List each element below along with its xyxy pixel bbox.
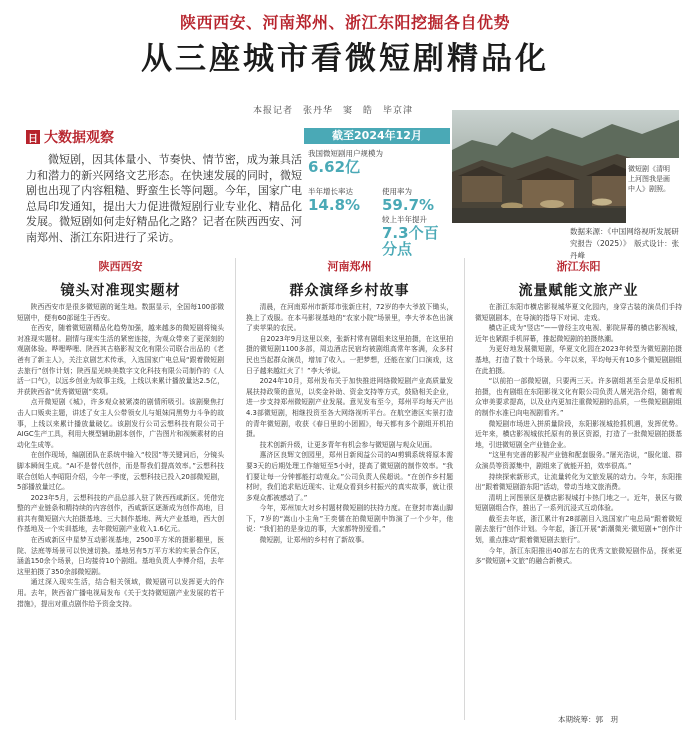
stat-users-value: 6.62亿 bbox=[308, 158, 361, 176]
paragraph: 惠济区良辉文创园里，郑州日新阅益公司的AI剪辑系统将原本需要3天的后期处理工作缩短至5小时，提高了微短剧的制作效率。“我们要让每一分钟都能打动观众。”公司负责人侯超说。“在创作乡村题材时，我们追求贴近现实、让观众看到乡村振兴的真实故事，就让很多观众都被感动了。” bbox=[246, 451, 453, 502]
stat-increase-value: 7.3个百分点 bbox=[382, 224, 439, 258]
stat-users-label: 我国微短剧用户规模为 bbox=[308, 149, 383, 158]
column-dongyang bbox=[475, 258, 682, 566]
paragraph: 在创作现场，编剧团队在系统中输入“校园”等关键词后，分镜头脚本瞬间生成。“AI不是替代创作，而是帮我们提高效率。”云想科技联合创始人李昭阳介绍，今年一季度，云想科技已投入20部微短剧，5部播放量过亿。 bbox=[17, 451, 224, 492]
main-headline: 从三座城市看微短剧精品化 bbox=[141, 41, 549, 77]
kicker-headline: 陕西西安、河南郑州、浙江东阳挖掘各自优势 bbox=[179, 13, 510, 32]
lead-paragraph: 微短剧，因其体量小、节奏快、情节密，成为兼具活力和潜力的新兴网络文艺形态。在快速发展的同时，微短剧也出现了内容粗糙、野蛮生长等问题。今年，国家广电总局印发通知，提出大力促进微短剧行业专业化、精品化发展。微短剧如何走好精品化之路？记者在陕西西安、河南郑州、浙江东阳进行了采访。 bbox=[26, 153, 302, 244]
section-label: 大数据观察 bbox=[44, 130, 114, 146]
column-region: 河南郑州 bbox=[327, 260, 372, 273]
section-badge bbox=[26, 127, 114, 147]
stat-usage-label: 使用率为 bbox=[382, 187, 412, 196]
stat-growth-label: 半年增长率达 bbox=[308, 187, 353, 196]
paragraph: 在西咸新区中星梦互动影视基地，2500平方米的摄影棚里，医院、法庭等场景可以快速切换。基地另有5万平方米的实景合作区，涵盖150余个场景，日均接待10个剧组。基地负责人李博介绍，去年这里拍摄了350余部微短剧。 bbox=[17, 536, 224, 576]
paragraph: 清明上河图景区是横店影视城打卡热门地之一。近年，景区与微短剧剧组合作，推出了一系列沉浸式互动体验。 bbox=[475, 493, 682, 513]
column-subheadline: 群众演绎乡村故事 bbox=[289, 283, 410, 299]
paragraph: 2024年10月，郑州发布关于加快推进网络微短剧产业高质量发展扶持政策的意见，以奖金补助、资金支持等方式，鼓励相关企业，进一步支持郑州微短剧产业发展。意见发布至今，郑州平均每天产出4.3部微短剧，相继投资至各大网络视听平台。在航空港区实景打造的青年微短剧，收获《春日里的小团圆》，每天都有多个剧组开机拍摄。 bbox=[246, 377, 453, 439]
column-region: 陕西西安 bbox=[98, 260, 143, 273]
paragraph: 在浙江东阳市横店影视城华夏文化园内，身穿古装的演员们手持微短剧剧本，在导演的指导下对词、走戏。 bbox=[475, 303, 682, 322]
byline: 本报记者 张丹华 窦 皓 毕京津 bbox=[253, 106, 414, 116]
paragraph: 截至去年底，浙江累计有28部剧目入选国家广电总局“跟着微短剧去旅行”创作计划。今年起，浙江开展“新潮微光·微短剧+”创作计划，重点推动“跟着微短剧去旅行”。 bbox=[475, 514, 682, 545]
paragraph: 清晨，在河南郑州市新郑市张新庄村，72岁的李大爷放下锄头，换上了戏服。在本马影视基地的“农家小院”场景里，李大爷本色出演了卖苹果的农民。 bbox=[246, 303, 453, 333]
paragraph: 今年，浙江东阳推出40部左右的优秀文旅微短剧作品，探索更多“微短剧+文旅”的融合新模式。 bbox=[475, 546, 682, 566]
paragraph: 横店正成为“竖店”——曾经主攻电视、影院屏幕的横店影视城，近年也紧跟手机屏幕，推起微短剧的拍摄热潮。 bbox=[475, 324, 682, 343]
paragraph: “这里有完善的影视产业链和配套服务。”屠光浩说，“服化道、群众演员等资源集中，剧组来了就能开拍，效率很高。” bbox=[475, 451, 682, 470]
data-observe-icon: 日 bbox=[26, 130, 40, 144]
stat-increase-label: 较上半年提升 bbox=[382, 215, 427, 224]
paragraph: 微短剧，让郑州的乡村有了新故事。 bbox=[259, 536, 369, 545]
column-body bbox=[17, 302, 224, 609]
column-zhengzhou bbox=[246, 258, 453, 545]
column-subheadline: 镜头对准现实题材 bbox=[60, 283, 181, 299]
paragraph: 通过深入现实生活，结合相关领域，微短剧可以发挥更大的作用。去年，陕西省广播电视局发布《关于支持微短剧产业发展的若干措施》，提出对重点剧作给予资金支持。 bbox=[17, 578, 224, 608]
paragraph: 技术创新升级，让更多青年有机会参与微短剧与观众见面。 bbox=[259, 440, 437, 449]
source-note: 数据来源：《中国网络视听发展研究报告（2025）》 版式设计：张丹峰 bbox=[570, 227, 680, 260]
column-divider bbox=[464, 258, 465, 720]
stat-usage-value: 59.7% bbox=[382, 196, 435, 214]
paragraph: 微短剧市场进入拼质量阶段，东阳影视城抢抓机遇，发挥优势。近年来，横店影视城依托原有的景区资源，打造了一批微短剧拍摄基地，引进微短剧全产业链企业。 bbox=[475, 419, 682, 449]
photo-caption: 微短剧《清明上河图我是画中人》剧照。 bbox=[628, 165, 670, 193]
paragraph: 为更好地发展微短剧，华夏文化园在2023年转型为微短剧拍摄基地，打造了数十个场景。今年以来，平均每天有10多个微短剧剧组在此拍摄。 bbox=[475, 345, 682, 375]
paragraph: 今年，郑州加大对乡村题材微短剧的扶持力度。在登封市嵩山脚下，7岁的“嵩山小主角”王奕儒在拍微短剧中饰演了一个少年，他说：“我们拍的是身边的事，大家都特别爱看。” bbox=[246, 504, 453, 534]
paragraph: 陕西西安市是很多微短剧的诞生地。数据显示，全国每100部微短剧中，便有60部诞生于西安。 bbox=[17, 303, 224, 322]
paragraph: 2023年5月，云想科技的产品总部入驻了陕西西咸新区。凭借完整的产业链条和精持续的内容创作，西咸新区逐渐成为创作高地，目前共有微短剧六大拍摄基地、三大制作基地、两大产业基地，西大创作基地及一个实训基地，去年微短剧产业收入1.6亿元。 bbox=[17, 493, 224, 534]
paragraph: 自2023年9月这里以来，张新村常有剧组来这里拍摄，在这里拍摄的微短剧1100多部，周边酒店民宿均被剧组高常年客满，众多村民也当起群众演员，增加了收入。一把梦想，还能在家门口演戏，这日子越来越红火了！”李大爷说。 bbox=[246, 334, 453, 375]
column-xian bbox=[17, 258, 224, 608]
paragraph: 在西安，随着微短剧精品化趋势加强，越来越多的微短剧将镜头对准现实题材。剧情与现实生活的紧密连接，为观众带来了更深刻的观剧体验。哗哩哗哩、陕西其古格影视文化有限公司联合出品的《老爸有了新主人》，关注京剧艺术传承，入选国家广电总局“跟着微短剧去旅行”创作计划；陕西星光映美数字文化科技有限公司制作的《人活一口气》，以远乡创业为故事主线，上线以来累计播放量达2.5亿，并获陕西省“优秀微短剧”奖项。 bbox=[17, 324, 224, 396]
paragraph: 持续探索新形式，让流量转化为文旅发展的动力。今年，东阳推出“跟着微短剧游东阳”活动，带动当地文旅消费。 bbox=[475, 472, 682, 492]
infobox-title: 截至2024年12月 bbox=[304, 128, 450, 144]
column-divider bbox=[235, 258, 236, 720]
editor-credit: 本期统筹：郭 玥 bbox=[558, 715, 618, 724]
stat-growth-value: 14.8% bbox=[308, 196, 361, 214]
statistics-infobox bbox=[304, 128, 450, 258]
column-subheadline: 流量赋能文旅产业 bbox=[518, 283, 639, 299]
paragraph: “以前拍一部微短剧，只要两三天。许多剧组甚至会是单反相机拍摄，也有剧组在东阳影视文化有限公司负责人屠光浩介绍，随着观众审美要求提高，以及业内更加注重微短剧的品质，一些微短剧剧组的制作水准已向电视剧看齐。” bbox=[475, 377, 682, 417]
column-body bbox=[475, 302, 682, 567]
column-region: 浙江东阳 bbox=[556, 260, 601, 273]
paragraph: 点开微短剧《城》，许多观众被紧凑的剧情所吸引。该剧聚焦打击人口贩卖主题，讲述了女主人公带领女儿与姐妹同黑势力斗争的故事，上线以来累计播放量破亿。该剧发行公司云想科技有限公司于AIGC生产工具，利用大模型辅助剧本创作，广告图片和视频素材的自动化生成等。 bbox=[17, 398, 224, 449]
column-body bbox=[246, 302, 453, 546]
